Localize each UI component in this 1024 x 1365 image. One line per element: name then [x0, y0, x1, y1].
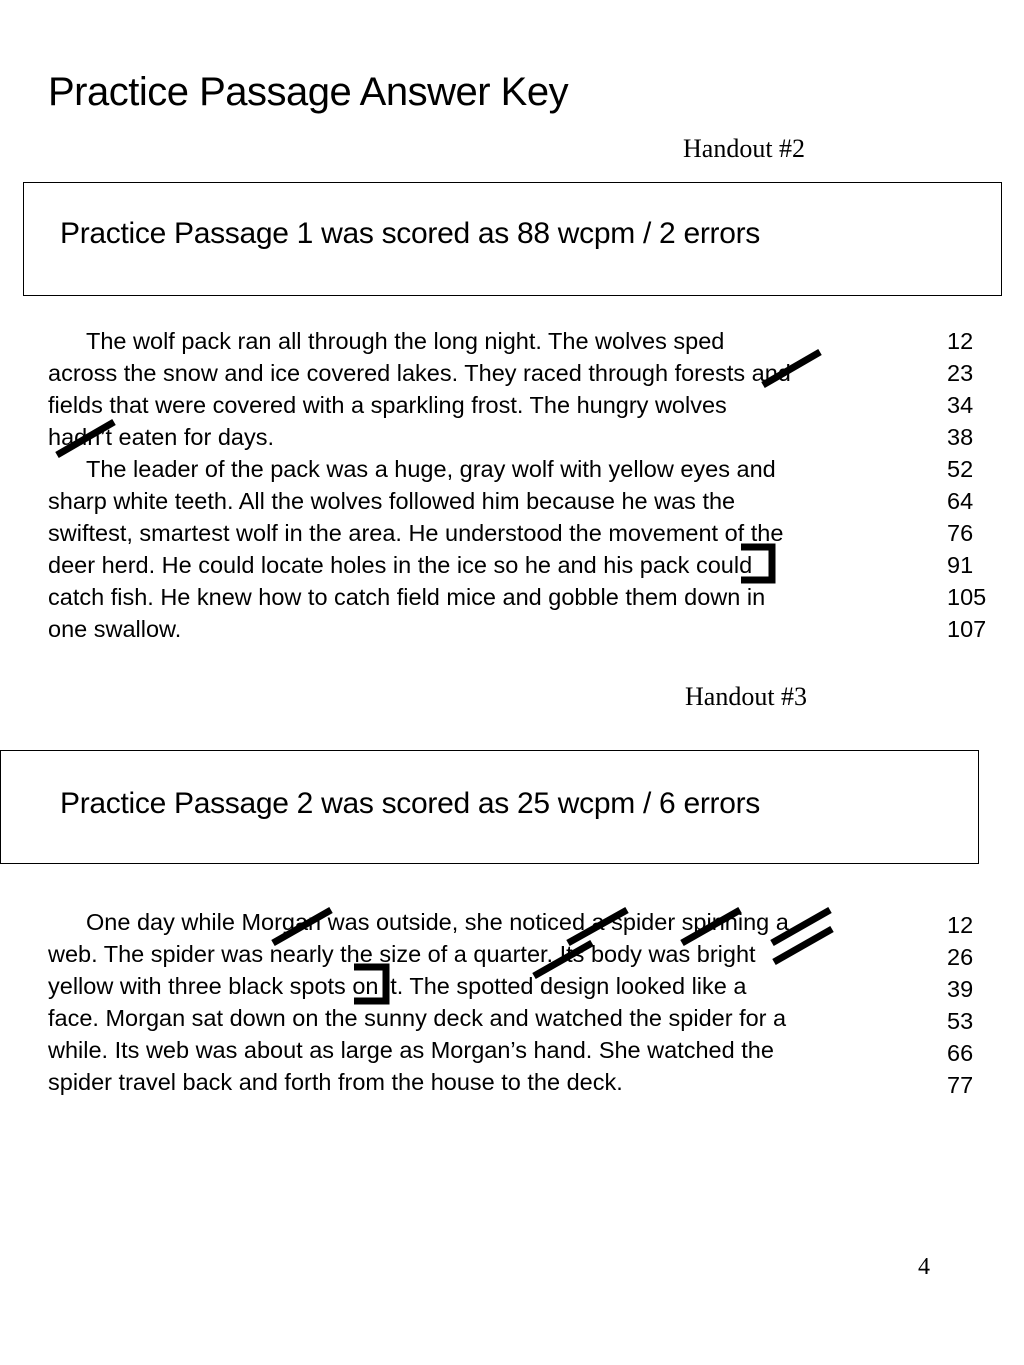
word-count: 77	[947, 1072, 974, 1098]
word-count: 105	[947, 584, 987, 610]
passage-line: catch fish. He knew how to catch field mice and gobble them down in	[48, 584, 766, 610]
passage-line: sharp white teeth. All the wolves followed him because he was the	[48, 488, 736, 514]
word-count: 12	[947, 328, 974, 354]
word-count: 64	[947, 488, 974, 514]
score-summary-1: Practice Passage 1 was scored as 88 wcpm / 2 errors	[60, 217, 760, 250]
passage-line: spider travel back and forth from the house to the deck.	[48, 1069, 623, 1095]
word-count: 38	[947, 424, 974, 450]
score-summary-2: Practice Passage 2 was scored as 25 wcpm / 6 errors	[60, 787, 760, 820]
passage-line: The wolf pack ran all through the long night. The wolves sped	[86, 328, 725, 354]
passage-line: deer herd. He could locate holes in the ice so he and his pack could	[48, 552, 753, 578]
passage-line: swiftest, smartest wolf in the area. He understood the movement of the	[48, 520, 784, 546]
word-counts-2	[947, 909, 1007, 1101]
handout-label-1: Handout #2	[683, 134, 806, 163]
passage-line: face. Morgan sat down on the sunny deck and watched the spider for a	[48, 1005, 787, 1031]
passage-line: The leader of the pack was a huge, gray wolf with yellow eyes and	[86, 456, 776, 482]
word-count: 26	[947, 944, 974, 970]
passage-line: hadn’t eaten for days.	[48, 424, 275, 450]
word-count: 39	[947, 976, 974, 1002]
word-count: 76	[947, 520, 974, 546]
word-count: 53	[947, 1008, 974, 1034]
score-box-1	[23, 182, 1002, 296]
passage-line: web. The spider was nearly the size of a quarter. Its body was bright	[48, 941, 756, 967]
passage-line: while. Its web was about as large as Morgan’s hand. She watched the	[48, 1037, 774, 1063]
passage-2	[48, 906, 948, 1098]
passage-1	[48, 325, 948, 645]
word-count: 91	[947, 552, 974, 578]
word-count: 23	[947, 360, 974, 386]
passage-line: yellow with three black spots on it. The spotted design looked like a	[48, 973, 747, 999]
page-number: 4	[918, 1254, 930, 1280]
passage-line: one swallow.	[48, 616, 182, 642]
word-count: 34	[947, 392, 974, 418]
passage-line: across the snow and ice covered lakes. They raced through forests and	[48, 360, 791, 386]
word-counts-1	[947, 325, 1007, 645]
word-count: 107	[947, 616, 987, 642]
handout-label-2: Handout #3	[685, 682, 808, 711]
word-count: 66	[947, 1040, 974, 1066]
passage-line: One day while Morgan was outside, she noticed a spider spinning a	[86, 909, 789, 935]
score-box-2	[0, 750, 979, 864]
page-title: Practice Passage Answer Key	[48, 70, 569, 114]
passage-line: fields that were covered with a sparkling frost. The hungry wolves	[48, 392, 727, 418]
word-count: 52	[947, 456, 974, 482]
word-count: 12	[947, 912, 974, 938]
